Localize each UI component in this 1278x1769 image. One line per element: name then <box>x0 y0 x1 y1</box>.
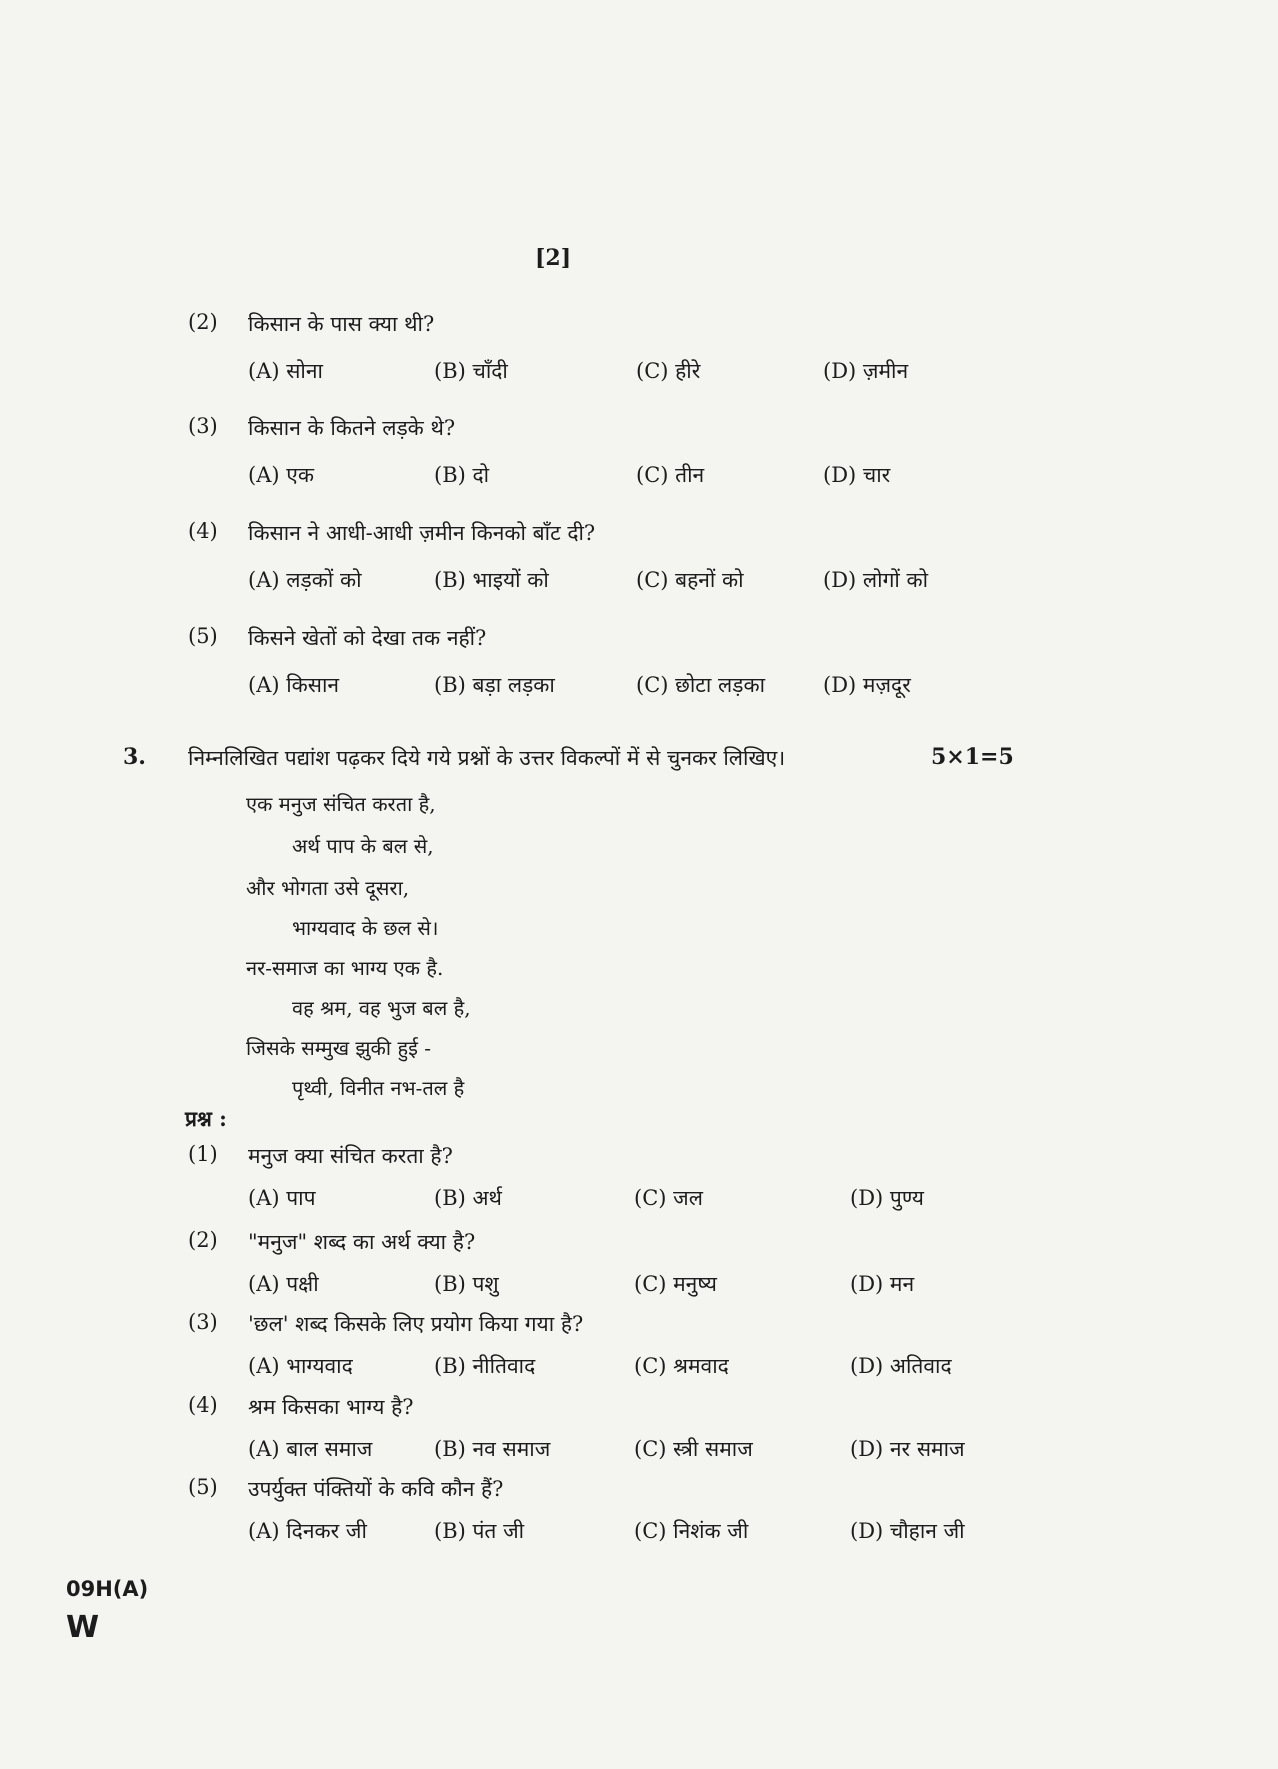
question-number: (3) <box>188 414 218 438</box>
section-marks: 5×1=5 <box>931 744 1014 770</box>
option-c: (C) बहनों को <box>636 568 744 592</box>
option-a: (A) पाप <box>248 1186 316 1210</box>
section-instruction: निम्नलिखित पद्यांश पढ़कर दिये गये प्रश्नों के उत्तर विकल्पों में से चुनकर लिखिए। <box>188 746 786 770</box>
question-3-3 <box>0 1310 1278 1350</box>
option-c: (C) निशंक जी <box>634 1519 749 1543</box>
option-d: (D) ज़मीन <box>823 359 909 383</box>
question-number: (1) <box>188 1142 218 1166</box>
question-number: (4) <box>188 519 218 543</box>
option-b: (B) चाँदी <box>434 359 508 383</box>
options-row <box>0 566 1278 606</box>
question-3-4 <box>0 1393 1278 1433</box>
question-text: किसान ने आधी-आधी ज़मीन किनको बाँट दी? <box>248 521 596 545</box>
options-row <box>0 461 1278 501</box>
question-3-5 <box>0 1475 1278 1515</box>
poem-line: जिसके सम्मुख झुकी हुई - <box>246 1036 432 1060</box>
question-2-2 <box>0 310 1278 350</box>
paper-mark: W <box>66 1610 100 1645</box>
question-number: (5) <box>188 1475 218 1499</box>
option-a: (A) भाग्यवाद <box>248 1354 353 1378</box>
option-c: (C) जल <box>634 1186 703 1210</box>
options-row <box>0 1270 1278 1310</box>
option-b: (B) पशु <box>434 1272 499 1296</box>
question-text: मनुज क्या संचित करता है? <box>248 1144 453 1168</box>
option-d: (D) अतिवाद <box>850 1354 952 1378</box>
options-row <box>0 357 1278 397</box>
option-b: (B) अर्थ <box>434 1186 502 1210</box>
option-d: (D) चौहान जी <box>850 1519 965 1543</box>
question-2-3 <box>0 414 1278 454</box>
option-d: (D) मज़दूर <box>823 673 911 697</box>
option-b: (B) पंत जी <box>434 1519 525 1543</box>
option-a: (A) लड़कों को <box>248 568 362 592</box>
options-row <box>0 671 1278 711</box>
question-text: किसान के कितने लड़के थे? <box>248 416 456 440</box>
poem-line: पृथ्वी, विनीत नभ-तल है <box>292 1076 465 1100</box>
question-number: (5) <box>188 624 218 648</box>
options-row <box>0 1435 1278 1475</box>
page-number: [2] <box>535 245 572 271</box>
question-number: (3) <box>188 1310 218 1334</box>
question-text: किसने खेतों को देखा तक नहीं? <box>248 626 487 650</box>
options-row <box>0 1352 1278 1392</box>
section-number: 3. <box>123 744 146 770</box>
option-a: (A) पक्षी <box>248 1272 319 1296</box>
question-number: (4) <box>188 1393 218 1417</box>
option-c: (C) स्त्री समाज <box>634 1437 753 1461</box>
option-a: (A) एक <box>248 463 314 487</box>
option-c: (C) श्रमवाद <box>634 1354 729 1378</box>
question-number: (2) <box>188 310 218 334</box>
option-a: (A) बाल समाज <box>248 1437 373 1461</box>
poem-line: एक मनुज संचित करता है, <box>246 792 436 816</box>
poem-line: नर-समाज का भाग्य एक है. <box>246 956 444 980</box>
option-d: (D) चार <box>823 463 891 487</box>
option-c: (C) मनुष्य <box>634 1272 717 1296</box>
question-text: उपर्युक्त पंक्तियों के कवि कौन हैं? <box>248 1477 504 1501</box>
question-2-4 <box>0 519 1278 559</box>
option-a: (A) किसान <box>248 673 340 697</box>
option-c: (C) छोटा लड़का <box>636 673 766 697</box>
option-d: (D) पुण्य <box>850 1186 924 1210</box>
option-d: (D) लोगों को <box>823 568 929 592</box>
question-text: किसान के पास क्या थी? <box>248 312 435 336</box>
question-text: 'छल' शब्द किसके लिए प्रयोग किया गया है? <box>248 1312 584 1336</box>
question-3-1 <box>0 1142 1278 1182</box>
options-row <box>0 1184 1278 1224</box>
paper-code: 09H(A) <box>66 1577 149 1601</box>
poem-line: भाग्यवाद के छल से। <box>292 916 439 940</box>
option-b: (B) नव समाज <box>434 1437 551 1461</box>
option-a: (A) दिनकर जी <box>248 1519 367 1543</box>
option-b: (B) नीतिवाद <box>434 1354 536 1378</box>
option-d: (D) नर समाज <box>850 1437 965 1461</box>
question-number: (2) <box>188 1228 218 1252</box>
option-d: (D) मन <box>850 1272 915 1296</box>
poem-line: वह श्रम, वह भुज बल है, <box>292 996 471 1020</box>
poem-line: और भोगता उसे दूसरा, <box>246 876 410 900</box>
questions-label: प्रश्न : <box>185 1106 227 1131</box>
question-text: श्रम किसका भाग्य है? <box>248 1395 414 1419</box>
option-c: (C) तीन <box>636 463 705 487</box>
option-b: (B) भाइयों को <box>434 568 549 592</box>
question-text: "मनुज" शब्द का अर्थ क्या है? <box>248 1230 476 1254</box>
options-row <box>0 1517 1278 1557</box>
option-c: (C) हीरे <box>636 359 701 383</box>
option-a: (A) सोना <box>248 359 323 383</box>
option-b: (B) बड़ा लड़का <box>434 673 555 697</box>
option-b: (B) दो <box>434 463 490 487</box>
question-2-5 <box>0 624 1278 664</box>
poem-line: अर्थ पाप के बल से, <box>292 834 434 858</box>
question-3-2 <box>0 1228 1278 1268</box>
